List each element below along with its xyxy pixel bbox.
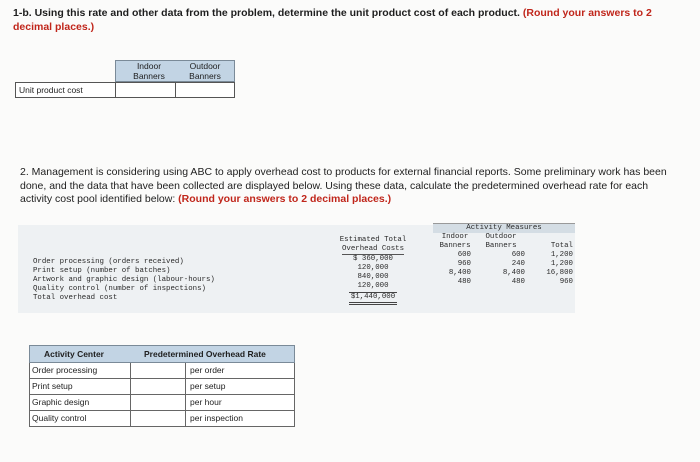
question-1b-round-note: (Round your answers to 2 decimal places.) — [13, 7, 652, 33]
print-setup-rate-input[interactable] — [130, 379, 186, 394]
est-value-3: 840,000 — [357, 273, 389, 281]
col-outdoor-banners: Outdoor Banners — [189, 61, 221, 81]
activity-print-setup: Print setup (number of batches) — [33, 267, 171, 275]
estimated-overhead-column — [333, 236, 413, 305]
activity-quality-control: Quality control (number of inspections) — [33, 285, 206, 293]
est-header-2: Overhead Costs — [341, 245, 405, 253]
indoor-unit-cost-input[interactable] — [115, 83, 175, 97]
outdoor-header-1: Outdoor — [485, 233, 517, 241]
header-activity-center: Activity Center — [44, 349, 104, 359]
rate-row-name: Graphic design — [32, 397, 90, 407]
measure-total: 16,800 — [546, 269, 573, 277]
est-value-2: 120,000 — [357, 264, 389, 272]
measure-outdoor: 8,400 — [502, 269, 525, 277]
measure-outdoor: 480 — [511, 278, 525, 286]
unit-cost-table — [15, 60, 235, 98]
measure-indoor: 960 — [457, 260, 471, 268]
graphic-design-rate-input[interactable] — [130, 395, 186, 410]
activity-order-processing: Order processing (orders received) — [33, 258, 184, 266]
indoor-header-1: Indoor — [441, 233, 469, 241]
quality-control-rate-input[interactable] — [130, 411, 186, 426]
rate-row-name: Print setup — [32, 381, 73, 391]
rate-row-order-processing — [29, 363, 295, 379]
measure-row-order — [433, 251, 575, 260]
outdoor-unit-cost-input[interactable] — [175, 83, 235, 97]
activity-data-panel — [18, 215, 575, 315]
rate-unit: per inspection — [190, 413, 243, 423]
measure-row-quality — [433, 278, 575, 287]
rate-row-graphic-design — [29, 395, 295, 411]
est-value-4: 120,000 — [357, 282, 389, 290]
est-total: $1,440,000 — [349, 292, 397, 305]
unit-cost-table-header — [115, 60, 235, 82]
activity-measures — [433, 223, 575, 287]
activity-artwork: Artwork and graphic design (labour-hours) — [33, 276, 215, 284]
question-2-text: 2. Management is considering using ABC to apply overhead cost to products for external financial reports. Some preliminary work has been done, and the data that have been collected are displayed below. Using these data, calculate the predetermined overhead rate for each activity cost pool identified below: — [20, 166, 667, 205]
measure-outdoor: 240 — [511, 260, 525, 268]
measure-outdoor: 600 — [511, 251, 525, 259]
rate-unit: per order — [190, 365, 225, 375]
total-header: Total — [550, 242, 573, 250]
rate-row-print-setup — [29, 379, 295, 395]
measure-total: 1,200 — [550, 251, 573, 259]
measures-headers — [433, 233, 575, 251]
question-1b-text: 1-b. Using this rate and other data from the problem, determine the unit product cost of each product. — [13, 7, 520, 19]
indoor-header-2: Banners — [439, 242, 471, 250]
rate-unit: per hour — [190, 397, 222, 407]
order-processing-rate-input[interactable] — [130, 363, 186, 378]
measure-indoor: 600 — [457, 251, 471, 259]
measure-row-artwork — [433, 269, 575, 278]
col-indoor-banners: Indoor Banners — [133, 61, 165, 81]
activity-list — [33, 258, 215, 303]
rate-unit: per setup — [190, 381, 226, 391]
est-header-1: Estimated Total — [339, 236, 407, 244]
outdoor-header-2: Banners — [485, 242, 517, 250]
rate-table-header — [29, 345, 295, 363]
unit-cost-label: Unit product cost — [19, 85, 83, 95]
rate-row-name: Order processing — [32, 365, 98, 375]
measure-row-setup — [433, 260, 575, 269]
question-2 — [20, 166, 680, 207]
measure-total: 960 — [559, 278, 573, 286]
measures-title: Activity Measures — [433, 223, 575, 233]
rate-row-name: Quality control — [32, 413, 87, 423]
measure-total: 1,200 — [550, 260, 573, 268]
header-predetermined-rate: Predetermined Overhead Rate — [144, 349, 266, 359]
question-2-round-note: (Round your answers to 2 decimal places.) — [178, 193, 392, 205]
est-value-1: $ 360,000 — [353, 255, 393, 263]
measure-indoor: 480 — [457, 278, 471, 286]
measure-indoor: 8,400 — [448, 269, 471, 277]
unit-cost-row — [15, 82, 235, 98]
activity-total-overhead: Total overhead cost — [33, 294, 118, 302]
question-1b — [13, 7, 673, 34]
rate-row-quality-control — [29, 411, 295, 427]
